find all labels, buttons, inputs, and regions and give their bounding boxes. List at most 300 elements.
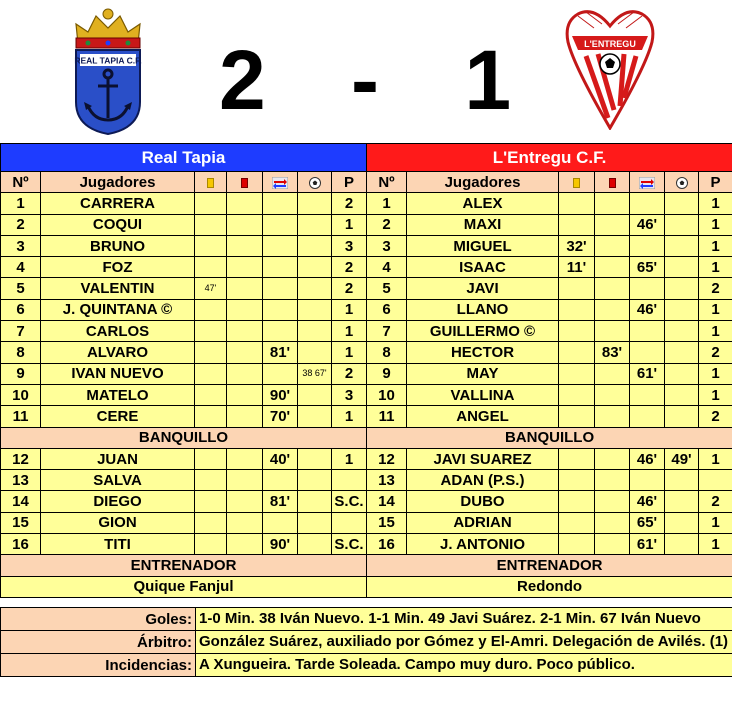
player-row	[367, 491, 732, 512]
red-card-minute	[595, 534, 630, 555]
yellow-card-minute	[559, 512, 595, 533]
player-number: 7	[367, 321, 407, 342]
red-card-icon	[609, 178, 616, 188]
home-column-headers	[1, 172, 367, 193]
player-points: 1	[699, 512, 732, 533]
substitution-minute: 40'	[263, 448, 298, 469]
yellow-card-minute	[195, 193, 227, 214]
player-number: 16	[1, 534, 41, 555]
substitution-minute: 46'	[630, 491, 665, 512]
home-coach-label: ENTRENADOR	[1, 555, 367, 576]
player-row	[367, 384, 732, 405]
ball-icon	[676, 177, 688, 189]
player-number: 1	[367, 193, 407, 214]
goal-minutes	[665, 491, 699, 512]
substitution-minute	[263, 299, 298, 320]
referee-label: Árbitro:	[1, 631, 196, 654]
substitution-minute	[630, 406, 665, 427]
player-number: 5	[1, 278, 41, 299]
red-card-minute	[227, 406, 263, 427]
substitution-minute: 81'	[263, 342, 298, 363]
red-card-minute	[595, 384, 630, 405]
lentregu-crest	[564, 6, 656, 130]
player-number: 13	[1, 470, 41, 491]
home-bench	[1, 448, 367, 554]
substitution-minute	[630, 384, 665, 405]
player-name: ALEX	[407, 193, 559, 214]
substitution-minute	[263, 278, 298, 299]
yellow-card-minute	[195, 257, 227, 278]
yellow-card-minute	[559, 193, 595, 214]
yellow-card-minute	[559, 321, 595, 342]
red-card-minute	[227, 512, 263, 533]
player-number: 4	[1, 257, 41, 278]
player-name: JAVI	[407, 278, 559, 299]
player-row	[367, 193, 732, 214]
player-number: 3	[367, 235, 407, 256]
player-points: S.C.	[332, 491, 367, 512]
yellow-card-minute	[559, 448, 595, 469]
goal-minutes	[665, 321, 699, 342]
substitution-minute: 65'	[630, 257, 665, 278]
substitution-minute	[630, 235, 665, 256]
player-name: HECTOR	[407, 342, 559, 363]
away-coach-name: Redondo	[367, 576, 732, 597]
player-name: SALVA	[41, 470, 195, 491]
player-name: DUBO	[407, 491, 559, 512]
player-points	[699, 470, 732, 491]
player-number: 1	[1, 193, 41, 214]
away-bench	[367, 448, 732, 554]
substitution-minute	[630, 470, 665, 491]
player-name: CERE	[41, 406, 195, 427]
player-points: 1	[699, 363, 732, 384]
red-card-minute	[227, 214, 263, 235]
player-row	[367, 363, 732, 384]
col-players: Jugadores	[407, 172, 559, 193]
goal-minutes	[665, 299, 699, 320]
player-number: 9	[1, 363, 41, 384]
player-row	[367, 321, 732, 342]
player-number: 10	[1, 384, 41, 405]
goal-minutes	[665, 214, 699, 235]
match-info-table	[0, 607, 732, 677]
player-number: 10	[367, 384, 407, 405]
player-name: ADAN (P.S.)	[407, 470, 559, 491]
player-number: 15	[1, 512, 41, 533]
goal-minutes	[298, 321, 332, 342]
player-points: 1	[699, 299, 732, 320]
player-number: 14	[1, 491, 41, 512]
yellow-card-minute	[195, 534, 227, 555]
red-card-minute	[227, 384, 263, 405]
player-name: MATELO	[41, 384, 195, 405]
goal-minutes	[298, 534, 332, 555]
home-starters	[1, 193, 367, 427]
player-points: 1	[332, 448, 367, 469]
player-number: 11	[1, 406, 41, 427]
substitution-minute	[263, 470, 298, 491]
player-name: LLANO	[407, 299, 559, 320]
incidents-label: Incidencias:	[1, 654, 196, 677]
red-card-minute	[595, 406, 630, 427]
goal-minutes	[665, 406, 699, 427]
col-yellow	[559, 172, 595, 193]
red-card-icon	[241, 178, 248, 188]
away-column-headers	[367, 172, 732, 193]
player-points: 1	[332, 299, 367, 320]
player-row	[1, 384, 367, 405]
substitution-minute	[263, 257, 298, 278]
player-points: 2	[699, 491, 732, 512]
player-points	[332, 470, 367, 491]
red-card-minute	[595, 470, 630, 491]
player-row	[1, 193, 367, 214]
player-points: 1	[699, 534, 732, 555]
player-number: 15	[367, 512, 407, 533]
player-number: 7	[1, 321, 41, 342]
player-number: 16	[367, 534, 407, 555]
goal-minutes	[665, 257, 699, 278]
red-card-minute	[595, 214, 630, 235]
player-points: 1	[332, 406, 367, 427]
player-row	[1, 448, 367, 469]
player-row	[367, 470, 732, 491]
yellow-card-minute	[559, 406, 595, 427]
red-card-minute	[595, 448, 630, 469]
home-coach-name: Quique Fanjul	[1, 576, 367, 597]
player-name: COQUI	[41, 214, 195, 235]
yellow-card-minute	[195, 448, 227, 469]
player-row	[367, 299, 732, 320]
player-row	[367, 448, 732, 469]
player-name: VALENTIN	[41, 278, 195, 299]
player-row	[367, 512, 732, 533]
substitution-minute: 90'	[263, 534, 298, 555]
player-row	[367, 342, 732, 363]
red-card-minute	[227, 534, 263, 555]
goal-minutes	[665, 278, 699, 299]
substitution-minute: 90'	[263, 384, 298, 405]
home-score: 2	[218, 33, 268, 127]
red-card-minute	[227, 470, 263, 491]
col-points: P	[332, 172, 367, 193]
away-starters	[367, 193, 732, 427]
yellow-card-minute	[195, 342, 227, 363]
goal-minutes	[298, 299, 332, 320]
goal-minutes	[298, 406, 332, 427]
red-card-minute	[227, 491, 263, 512]
yellow-card-minute	[559, 491, 595, 512]
substitution-icon	[272, 177, 288, 189]
red-card-minute	[595, 278, 630, 299]
player-row	[1, 299, 367, 320]
col-number: Nº	[367, 172, 407, 193]
player-number: 12	[1, 448, 41, 469]
goal-minutes	[665, 342, 699, 363]
player-name: CARRERA	[41, 193, 195, 214]
yellow-card-minute	[559, 278, 595, 299]
yellow-card-minute	[195, 384, 227, 405]
yellow-card-minute	[559, 342, 595, 363]
goal-minutes	[298, 448, 332, 469]
col-players: Jugadores	[41, 172, 195, 193]
goal-minutes	[298, 193, 332, 214]
goals-label: Goles:	[1, 608, 196, 631]
yellow-card-minute	[195, 470, 227, 491]
player-number: 6	[367, 299, 407, 320]
player-points	[332, 512, 367, 533]
red-card-minute	[227, 299, 263, 320]
red-card-minute	[227, 257, 263, 278]
player-row	[367, 214, 732, 235]
substitution-minute	[263, 214, 298, 235]
player-row	[1, 342, 367, 363]
yellow-card-minute: 32'	[559, 235, 595, 256]
player-name: J. ANTONIO	[407, 534, 559, 555]
player-number: 6	[1, 299, 41, 320]
substitution-minute: 46'	[630, 214, 665, 235]
substitution-minute: 61'	[630, 363, 665, 384]
yellow-card-minute	[195, 321, 227, 342]
player-points: 1	[699, 214, 732, 235]
yellow-card-minute	[195, 214, 227, 235]
red-card-minute	[595, 299, 630, 320]
yellow-card-minute	[195, 363, 227, 384]
player-number: 5	[367, 278, 407, 299]
player-number: 11	[367, 406, 407, 427]
player-row	[1, 321, 367, 342]
player-number: 13	[367, 470, 407, 491]
goal-minutes: 38 67'	[298, 363, 332, 384]
player-points: 2	[699, 278, 732, 299]
red-card-minute	[595, 193, 630, 214]
goal-minutes	[665, 235, 699, 256]
goals-value: 1-0 Min. 38 Iván Nuevo. 1-1 Min. 49 Javi Suárez. 2-1 Min. 67 Iván Nuevo	[196, 608, 732, 631]
goal-minutes	[298, 470, 332, 491]
player-row	[1, 406, 367, 427]
goal-minutes	[298, 257, 332, 278]
crest-text-right: L'ENTREGU	[584, 39, 636, 49]
player-number: 2	[1, 214, 41, 235]
goal-minutes	[298, 214, 332, 235]
player-row	[367, 257, 732, 278]
player-row	[1, 235, 367, 256]
goal-minutes	[298, 342, 332, 363]
player-row	[1, 363, 367, 384]
col-points: P	[699, 172, 732, 193]
player-number: 2	[367, 214, 407, 235]
substitution-icon	[639, 177, 655, 189]
player-name: DIEGO	[41, 491, 195, 512]
score-separator: -	[351, 33, 381, 127]
player-row	[367, 278, 732, 299]
crest-text-left: REAL TAPIA C.F.	[74, 55, 142, 66]
player-name: MIGUEL	[407, 235, 559, 256]
home-bench-label: BANQUILLO	[1, 427, 367, 448]
player-row	[1, 214, 367, 235]
goal-minutes	[298, 384, 332, 405]
goal-minutes	[665, 470, 699, 491]
goal-minutes	[665, 384, 699, 405]
substitution-minute	[630, 342, 665, 363]
substitution-minute	[263, 321, 298, 342]
player-points: 2	[332, 257, 367, 278]
col-number: Nº	[1, 172, 41, 193]
player-points: 2	[332, 363, 367, 384]
substitution-minute	[263, 512, 298, 533]
player-name: ALVARO	[41, 342, 195, 363]
red-card-minute	[595, 512, 630, 533]
player-row	[1, 470, 367, 491]
red-card-minute	[227, 193, 263, 214]
yellow-card-minute	[559, 299, 595, 320]
yellow-card-minute	[559, 534, 595, 555]
goal-minutes	[665, 193, 699, 214]
player-points: 1	[699, 193, 732, 214]
match-header	[0, 0, 732, 143]
player-row	[1, 278, 367, 299]
col-yellow	[195, 172, 227, 193]
substitution-minute	[630, 193, 665, 214]
red-card-minute: 83'	[595, 342, 630, 363]
player-points: 2	[332, 278, 367, 299]
player-row	[1, 512, 367, 533]
red-card-minute	[595, 491, 630, 512]
player-points: 2	[332, 193, 367, 214]
referee-value: González Suárez, auxiliado por Gómez y El-Amri. Delegación de Avilés. (1)	[196, 631, 732, 654]
yellow-card-minute	[195, 299, 227, 320]
player-number: 14	[367, 491, 407, 512]
red-card-minute	[595, 257, 630, 278]
goal-minutes	[298, 512, 332, 533]
player-points: 1	[699, 321, 732, 342]
col-sub	[263, 172, 298, 193]
substitution-minute: 46'	[630, 299, 665, 320]
yellow-card-minute: 47'	[195, 278, 227, 299]
player-name: GUILLERMO ©	[407, 321, 559, 342]
red-card-minute	[595, 363, 630, 384]
player-number: 9	[367, 363, 407, 384]
away-team-name: L'Entregu C.F.	[367, 144, 732, 172]
home-team-name: Real Tapia	[1, 144, 367, 172]
substitution-minute: 65'	[630, 512, 665, 533]
goal-minutes	[298, 491, 332, 512]
player-row	[367, 534, 732, 555]
yellow-card-minute	[559, 214, 595, 235]
substitution-minute: 81'	[263, 491, 298, 512]
yellow-card-minute	[195, 235, 227, 256]
player-row	[367, 406, 732, 427]
player-points: 1	[699, 257, 732, 278]
red-card-minute	[227, 278, 263, 299]
player-name: MAXI	[407, 214, 559, 235]
col-goal	[298, 172, 332, 193]
yellow-card-minute	[559, 363, 595, 384]
incidents-value: A Xungueira. Tarde Soleada. Campo muy duro. Poco público.	[196, 654, 732, 677]
yellow-card-minute	[195, 406, 227, 427]
player-name: TITI	[41, 534, 195, 555]
player-points: 1	[699, 448, 732, 469]
player-points: 3	[332, 235, 367, 256]
yellow-card-minute	[559, 384, 595, 405]
player-number: 8	[367, 342, 407, 363]
player-points: S.C.	[332, 534, 367, 555]
substitution-minute	[263, 363, 298, 384]
player-points: 1	[332, 342, 367, 363]
player-name: JAVI SUAREZ	[407, 448, 559, 469]
goal-minutes: 49'	[665, 448, 699, 469]
player-name: IVAN NUEVO	[41, 363, 195, 384]
player-name: MAY	[407, 363, 559, 384]
goal-minutes	[665, 363, 699, 384]
player-number: 4	[367, 257, 407, 278]
yellow-card-minute	[559, 470, 595, 491]
substitution-minute	[630, 278, 665, 299]
player-name: J. QUINTANA ©	[41, 299, 195, 320]
red-card-minute	[227, 235, 263, 256]
away-lineup-table	[366, 143, 732, 598]
player-name: GION	[41, 512, 195, 533]
red-card-minute	[227, 342, 263, 363]
col-sub	[630, 172, 665, 193]
substitution-minute	[263, 193, 298, 214]
red-card-minute	[595, 321, 630, 342]
yellow-card-minute: 11'	[559, 257, 595, 278]
goal-minutes	[665, 534, 699, 555]
yellow-card-icon	[207, 178, 214, 188]
player-name: BRUNO	[41, 235, 195, 256]
red-card-minute	[227, 363, 263, 384]
substitution-minute	[630, 321, 665, 342]
substitution-minute	[263, 235, 298, 256]
yellow-card-minute	[195, 491, 227, 512]
col-red	[227, 172, 263, 193]
red-card-minute	[227, 448, 263, 469]
away-score: 1	[464, 33, 514, 127]
away-coach-label: ENTRENADOR	[367, 555, 732, 576]
home-lineup-table	[0, 143, 367, 598]
player-points: 3	[332, 384, 367, 405]
player-number: 12	[367, 448, 407, 469]
player-points: 1	[332, 321, 367, 342]
yellow-card-icon	[573, 178, 580, 188]
goal-minutes	[298, 235, 332, 256]
goal-minutes	[298, 278, 332, 299]
red-card-minute	[227, 321, 263, 342]
yellow-card-minute	[195, 512, 227, 533]
col-goal	[665, 172, 699, 193]
player-points: 1	[699, 384, 732, 405]
player-points: 2	[699, 406, 732, 427]
player-name: FOZ	[41, 257, 195, 278]
player-points: 1	[332, 214, 367, 235]
goal-minutes	[665, 512, 699, 533]
substitution-minute: 61'	[630, 534, 665, 555]
player-name: CARLOS	[41, 321, 195, 342]
player-row	[1, 534, 367, 555]
substitution-minute: 46'	[630, 448, 665, 469]
player-name: JUAN	[41, 448, 195, 469]
player-row	[367, 235, 732, 256]
player-row	[1, 257, 367, 278]
col-red	[595, 172, 630, 193]
player-name: ISAAC	[407, 257, 559, 278]
player-name: ANGEL	[407, 406, 559, 427]
player-row	[1, 491, 367, 512]
red-card-minute	[595, 235, 630, 256]
player-points: 1	[699, 235, 732, 256]
